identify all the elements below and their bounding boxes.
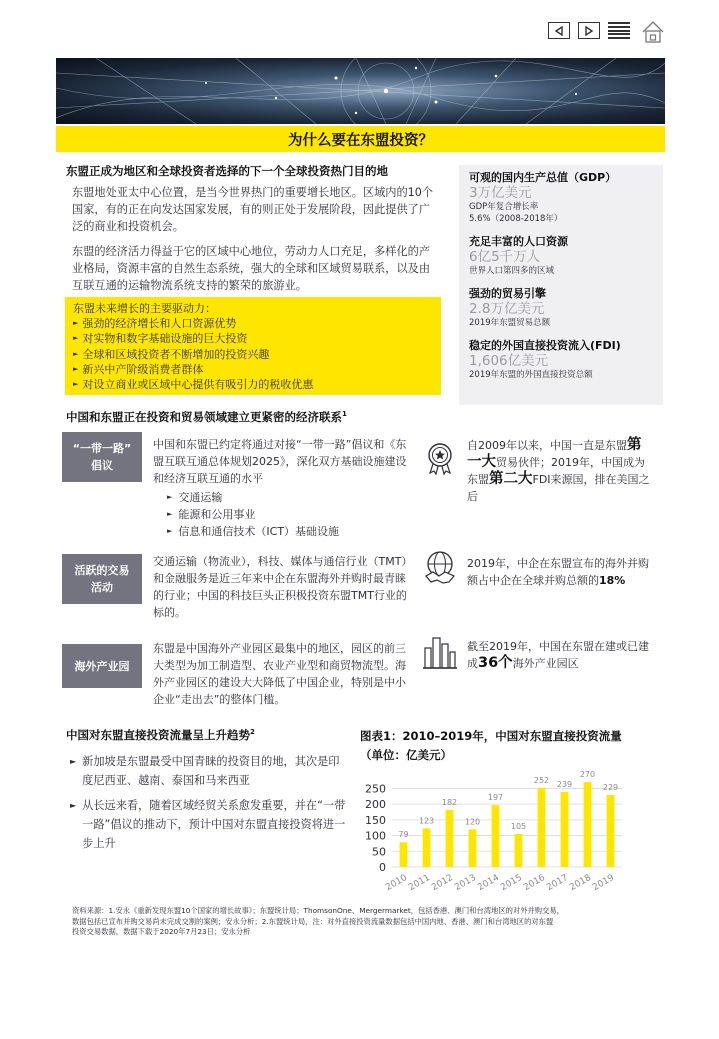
page-navigation <box>548 22 630 39</box>
stat-note: 2019年东盟贸易总额 <box>469 318 551 328</box>
data-label: 239 <box>556 779 573 789</box>
section-heading-china-asean <box>66 409 347 425</box>
data-label: 105 <box>510 822 527 831</box>
data-label: 182 <box>441 797 458 807</box>
home-icon[interactable] <box>641 20 665 44</box>
stat-note: 世界人口第四多的区域 <box>469 266 555 276</box>
y-tick-label: 250 <box>365 782 386 796</box>
bar <box>492 805 500 867</box>
bar <box>400 842 408 867</box>
bullet-item <box>70 752 348 790</box>
page-title: 为什么要在东盟投资？ <box>56 126 665 152</box>
note-text: 截至2019年，中国在东盟在建或已建成 <box>467 640 649 670</box>
tag-industrial-parks <box>62 644 142 688</box>
bar <box>469 829 477 867</box>
stat-note: 2019年东盟的外国直接投资总额 <box>469 370 593 380</box>
note-text: 海外产业园区 <box>512 657 579 670</box>
bar-chart <box>360 765 660 897</box>
highlight-text: 18% <box>599 574 626 587</box>
tag-belt-and-road <box>62 432 142 482</box>
stat-gdp <box>469 170 653 225</box>
trend-bullets <box>70 752 348 859</box>
y-tick-label: 100 <box>365 829 386 843</box>
data-label: 252 <box>533 775 550 785</box>
data-label: 79 <box>398 830 409 840</box>
network-graphic <box>56 58 665 124</box>
ma-share-note <box>467 555 653 589</box>
block-paragraph: 中国和东盟已约定将通过对接“一带一路”倡议和《东盟互联互通总体规划2025》，深化双方基础设施建设和经济互联互通的水平 <box>153 438 407 485</box>
x-tick-label: 2012 <box>430 872 455 894</box>
stat-note: GDP年复合增长率 <box>469 202 539 212</box>
chart-subtitle: （单位：亿美元） <box>360 748 452 762</box>
bar <box>446 810 454 867</box>
tag-line: “一带一路” <box>72 442 132 455</box>
city-buildings-icon <box>422 634 458 670</box>
driver-item: ► 对设立商业或区域中心提供有吸引力的税收优惠 <box>73 377 433 392</box>
belt-and-road-text <box>153 436 415 540</box>
menu-button[interactable] <box>608 22 630 39</box>
tag-active-deals <box>62 554 142 604</box>
stat-value: 1,606亿美元 <box>469 353 549 369</box>
trade-partner-note <box>467 437 653 505</box>
bar <box>538 788 546 867</box>
bullet-text: ► 新加坡是东盟最受中国青睐的投资目的地，其次是印度尼西亚、越南、泰国和马来西亚 <box>82 755 340 787</box>
stat-title: 强劲的贸易引擎 <box>469 287 546 300</box>
x-tick-label: 2017 <box>545 872 570 894</box>
x-tick-label: 2014 <box>476 872 501 894</box>
tag-line: 活动 <box>91 581 113 594</box>
tag-line: 海外产业园 <box>74 659 130 673</box>
industrial-parks-note <box>467 638 653 672</box>
industrial-parks-text: 东盟是中国海外产业园区最集中的地区，园区的前三大类型为加工制造型、农业产业型和商贸物流型。海外产业园区的建设大大降低了中国企业，特别是中小企业“走出去”的整体门槛。 <box>153 642 406 706</box>
stat-population <box>469 234 653 277</box>
y-tick-label: 50 <box>372 845 386 859</box>
key-stats-panel <box>459 165 663 405</box>
previous-page-button[interactable] <box>548 22 570 39</box>
y-tick-label: 150 <box>365 813 386 827</box>
list-item: ► 信息和通信技术（ICT）基础设施 <box>153 523 415 540</box>
source-line: 资料来源：1.安永《重新发现东盟10个国家的增长故事》；东盟统计局；ThomsonOne、Mergermarket，包括香港、澳门和台湾地区的对外并购交易， <box>72 906 564 915</box>
bar <box>423 828 431 867</box>
x-tick-label: 2011 <box>407 872 432 894</box>
x-tick-label: 2015 <box>499 872 524 894</box>
section-heading-asean: 东盟正成为地区和全球投资者选择的下一个全球投资热门目的地 <box>66 164 388 178</box>
stat-fdi <box>469 338 653 381</box>
tag-line: 活跃的交易 <box>74 564 130 577</box>
intro-paragraph-1: 东盟地处亚太中心位置，是当今世界热门的重要增长地区。区域内的10个国家，有的正在向发达国家发展，有的则正处于发展阶段，因此提供了广泛的商业和投资机会。 <box>72 186 434 233</box>
bullet-text: ► 从长远来看，随着区域经贸关系愈发重要，并在“一带一路”倡议的推动下，预计中国对东盟直接投资将进一步上升 <box>82 799 346 850</box>
source-notes <box>72 906 662 938</box>
stat-value: 3万亿美元 <box>469 185 532 201</box>
data-label: 197 <box>487 793 504 803</box>
note-text: FDI来源国，排在美国之后 <box>467 473 650 503</box>
stat-trade <box>469 286 653 329</box>
x-tick-label: 2019 <box>591 872 616 894</box>
list-item: ► 交通运输 <box>153 489 415 506</box>
triangle-left-icon <box>554 26 564 36</box>
stat-note: 5.6%（2008-2018年） <box>469 214 563 224</box>
bar <box>584 782 592 867</box>
x-tick-label: 2016 <box>522 872 547 894</box>
footnote-ref: 1 <box>342 410 347 419</box>
intro-paragraph-2: 东盟的经济活力得益于它的区域中心地位，劳动力人口充足，多样化的产业格局，资源丰富的自然生态系统，强大的全球和区域贸易联系，以及由互联互通的运输物流系统支持的繁荣的旅游业。 <box>72 245 431 292</box>
driver-item: ► 强劲的经济增长和人口资源优势 <box>73 316 433 331</box>
drivers-title: 东盟未来增长的主要驱动力： <box>73 302 216 315</box>
tag-line: 倡议 <box>91 459 113 472</box>
handshake-globe-icon <box>422 550 458 586</box>
x-tick-label: 2013 <box>453 872 478 894</box>
bullet-item <box>70 796 348 853</box>
y-tick-label: 0 <box>379 861 386 874</box>
footnote-ref: 2 <box>250 728 255 737</box>
source-line: 数据包括已宣布并购交易尚未完成交割的案例；安永分析；2.东盟统计局，注：对外直接投资流量数据包括中国内地、香港、澳门和台湾地区的对东盟 <box>72 916 554 926</box>
data-label: 123 <box>418 816 435 826</box>
heading-text: 中国和东盟正在投资和贸易领域建立更紧密的经济联系 <box>66 410 342 424</box>
data-label: 229 <box>602 783 619 793</box>
bar <box>607 795 615 867</box>
y-tick-label: 200 <box>365 798 386 812</box>
banner-image <box>56 58 665 124</box>
highlight-text: 第一大 <box>467 437 642 470</box>
stat-value: 2.8万亿美元 <box>469 301 545 317</box>
bar <box>515 834 523 867</box>
driver-item: ► 全球和区域投资者不断增加的投资兴趣 <box>73 347 433 362</box>
x-tick-label: 2010 <box>384 872 409 894</box>
note-text: 2019年，中企在东盟宣布的海外并购额占中企在全球并购总额的 <box>467 557 649 587</box>
triangle-right-icon <box>584 26 594 36</box>
active-deals-text: 交通运输（物流业），科技、媒体与通信行业（TMT）和金融服务是近三年来中企在东盟海外并购时最青睐的行业；中国的科技巨头正积极投资东盟TMT行业的标的。 <box>153 555 413 619</box>
driver-item: ► 新兴中产阶级消费者群体 <box>73 362 433 377</box>
data-label: 120 <box>464 817 481 827</box>
x-tick-label: 2018 <box>568 872 593 894</box>
next-page-button[interactable] <box>578 22 600 39</box>
highlight-text: 第二大 <box>489 471 533 487</box>
note-text: 贸易伙伴；2019年，中国成为东盟 <box>467 456 645 486</box>
heading-text: 中国对东盟直接投资流量呈上升趋势 <box>66 728 250 742</box>
section-heading-investment-trend <box>66 727 255 743</box>
stat-title: 可观的国内生产总值（GDP） <box>469 171 617 184</box>
data-label: 270 <box>579 770 596 780</box>
bar <box>561 792 569 867</box>
stat-title: 稳定的外国直接投资流入(FDI) <box>469 339 621 352</box>
stat-title: 充足丰富的人口资源 <box>469 235 568 248</box>
chart-title: 图表1：2010–2019年，中国对东盟直接投资流量 <box>360 729 622 743</box>
highlight-text: 36个 <box>478 655 513 671</box>
list-item: ► 能源和公用事业 <box>153 506 415 523</box>
investment-flow-chart <box>360 727 660 895</box>
note-text: 自2009年以来，中国一直是东盟 <box>467 439 627 452</box>
stat-value: 6亿5千万人 <box>469 249 541 265</box>
driver-item: ► 对实物和数字基础设施的巨大投资 <box>73 331 433 346</box>
medal-icon <box>422 440 458 476</box>
growth-drivers-box <box>65 297 441 395</box>
source-line: 投资交易数据，数据下载于2020年7月23日；安永分析 <box>72 927 251 936</box>
